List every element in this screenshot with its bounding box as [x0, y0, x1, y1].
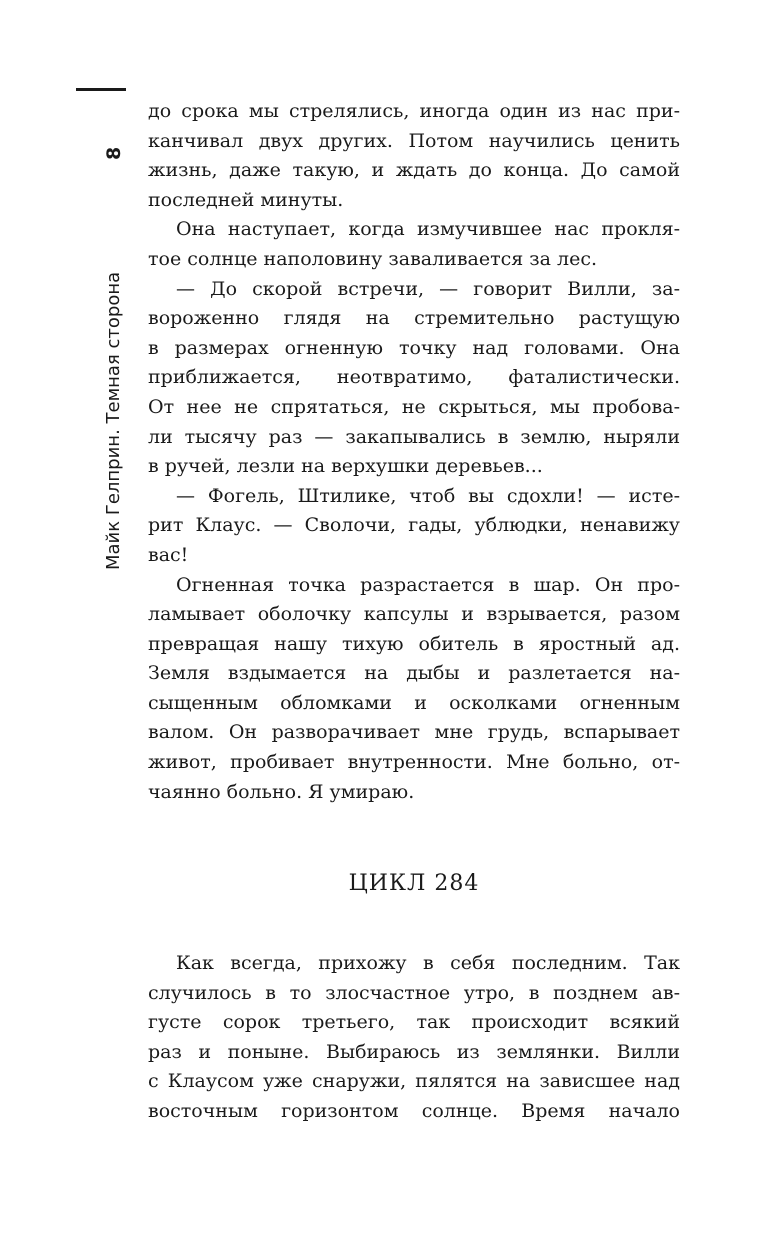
text-line: тое солнце наполовину заваливается за лес.	[148, 247, 598, 270]
text-line: — До скорой встречи, — говорит Вилли, за-	[176, 277, 680, 300]
text-line: Огненная точка разрастается в шар. Он про-	[176, 573, 680, 596]
text-line: От нее не спрятаться, не скрыться, мы пробова-	[148, 395, 680, 418]
body-text-bottom	[148, 949, 680, 1127]
text-line: — Фогель, Штилике, чтоб вы сдохли! — исте-	[176, 484, 680, 507]
text-line: канчивал двух других. Потом научились ценить	[148, 129, 680, 152]
text-line: валом. Он разворачивает мне грудь, вспарывает	[148, 721, 680, 744]
text-line: до срока мы стрелялись, иногда один из нас при-	[148, 100, 680, 122]
body-text-top	[148, 97, 680, 807]
text-line: раз и поныне. Выбираюсь из землянки. Вилли	[148, 1040, 680, 1063]
text-line: чаянно больно. Я умираю.	[148, 780, 415, 803]
text-line: Как всегда, прихожу в себя последним. Так	[176, 952, 680, 974]
page-number: 8	[103, 146, 125, 160]
text-line: живот, пробивает внутренности. Мне больно, от-	[148, 751, 680, 774]
text-line: Она наступает, когда измучившее нас прокля-	[176, 218, 680, 241]
text-line: с Клаусом уже снаружи, пялятся на зависшее над	[148, 1070, 680, 1093]
text-line: густе сорок третьего, так происходит всякий	[148, 1011, 680, 1034]
text-line: последней минуты.	[148, 188, 344, 211]
chapter-heading: ЦИКЛ 284	[348, 871, 480, 896]
text-line: вороженно глядя на стремительно растущую	[148, 307, 680, 330]
text-line: ламывает оболочку капсулы и взрывается, разом	[148, 603, 680, 626]
text-line: Земля вздымается на дыбы и разлетается на-	[148, 662, 680, 685]
text-line: превращая нашу тихую обитель в яростный ад.	[148, 632, 680, 655]
text-line: сыщенным обломками и осколками огненным	[148, 691, 680, 714]
text-line: жизнь, даже такую, и ждать до конца. До самой	[148, 159, 680, 182]
text-line: восточным горизонтом солнце. Время начало	[148, 1099, 680, 1122]
text-line: в ручей, лезли на верхушки деревьев...	[148, 455, 543, 478]
text-line: приближается, неотвратимо, фаталистически.	[148, 366, 680, 389]
text-line: рит Клаус. — Сволочи, гады, ублюдки, ненавижу	[148, 514, 680, 537]
text-line: случилось в то злосчастное утро, в позднем ав-	[148, 981, 680, 1004]
top-rule	[76, 88, 126, 91]
text-line: в размерах огненную точку над головами. Она	[148, 336, 680, 359]
text-line: вас!	[148, 543, 189, 566]
running-title: Майк Гелприн. Темная сторона	[103, 271, 124, 570]
text-line: ли тысячу раз — закапывались в землю, ныряли	[148, 425, 680, 448]
